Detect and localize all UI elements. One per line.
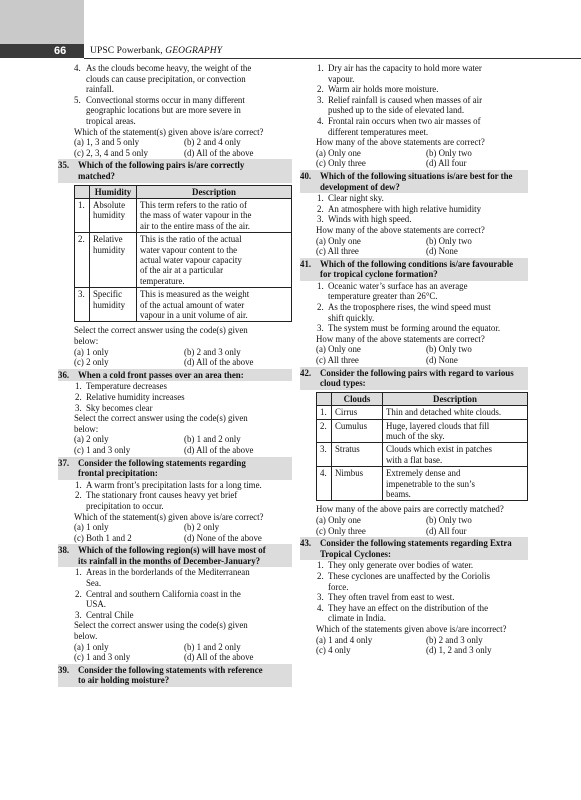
- cell-line: humidity: [93, 210, 126, 221]
- answer-option[interactable]: (d) None of the above: [184, 532, 262, 543]
- answer-option[interactable]: (c) 2, 3, 4 and 5 only: [74, 147, 148, 158]
- question-heading-35: [58, 159, 292, 182]
- question-title-line: to air holding moisture?: [78, 675, 170, 686]
- statement-line: Sea.: [86, 578, 102, 589]
- statement-line: The stationary front causes heavy yet brief: [86, 490, 238, 501]
- answer-option[interactable]: (d) All of the above: [184, 357, 254, 368]
- humidity-cell: [90, 198, 137, 232]
- statement-number: 2.: [317, 203, 324, 214]
- statement-text: The system must be forming around the equator.: [328, 323, 501, 334]
- question-stem: Which of the statement(s) given above is/are correct?: [74, 126, 264, 137]
- statement-line: different temperatures meet.: [328, 126, 429, 137]
- table-row: [75, 233, 292, 288]
- cloud-cell: Cumulus: [332, 419, 383, 443]
- answer-options: [316, 344, 528, 365]
- question-title-line: frontal precipitation:: [78, 468, 158, 479]
- question-title-line: its rainfall in the months of December-January?: [78, 555, 261, 566]
- question-number: 35.: [58, 160, 70, 171]
- statement-text: Temperature decreases: [86, 381, 167, 392]
- statement-line: Convectional storms occur in many different: [86, 94, 245, 105]
- right-column: [300, 63, 528, 656]
- statement-item: [316, 323, 528, 334]
- answer-option[interactable]: (b) 2 only: [184, 522, 220, 533]
- statement-number: 2.: [75, 391, 82, 402]
- answer-option[interactable]: (a) Only one: [316, 147, 361, 158]
- answer-option[interactable]: (d) None: [426, 355, 458, 366]
- statement-number: 1.: [75, 381, 82, 392]
- cell-line: with a flat base.: [386, 454, 443, 465]
- statement-text: They often travel from east to west.: [328, 592, 455, 603]
- answer-options: [316, 515, 528, 536]
- statement-number: 4.: [317, 602, 324, 613]
- answer-option[interactable]: (c) 4 only: [316, 645, 351, 656]
- statement-number: 2.: [75, 490, 82, 501]
- answer-options: [316, 148, 528, 169]
- row-number: 2.: [317, 419, 332, 443]
- answer-option[interactable]: (b) 1 and 2 only: [184, 641, 241, 652]
- cell-line: much of the sky.: [386, 431, 445, 442]
- running-head: [90, 45, 222, 58]
- statement-number: 3.: [317, 323, 324, 334]
- statement-line: tropical areas.: [86, 115, 136, 126]
- statement-number: 3.: [75, 402, 82, 413]
- cell-line: This term refers to the ratio of: [140, 199, 247, 210]
- cell-line: Absolute: [93, 199, 126, 210]
- cell-line: This is the ratio of the actual: [140, 234, 242, 245]
- question-heading-43: [300, 537, 528, 560]
- statement-item: [316, 193, 528, 204]
- humidity-cell: [90, 233, 137, 288]
- question-title-line: matched?: [78, 170, 115, 181]
- question-stem: How many of the above statements are correct?: [316, 137, 485, 148]
- cell-line: This is measured as the weight: [140, 289, 250, 300]
- question-number: 42.: [300, 367, 312, 378]
- statement-number: 2.: [317, 571, 324, 582]
- page-number: 66: [54, 45, 67, 57]
- question-stem: below.: [74, 631, 98, 642]
- statement-number: 3.: [317, 94, 324, 105]
- description-cell: [137, 233, 292, 288]
- question-stem: Select the correct answer using the code(s) given: [74, 325, 248, 336]
- answer-option[interactable]: (d) All of the above: [184, 444, 254, 455]
- question-stem: Which of the statement(s) given above is/are correct?: [74, 511, 264, 522]
- statement-line: USA.: [86, 599, 106, 610]
- statement-number: 1.: [75, 479, 82, 490]
- answer-option[interactable]: (c) Both 1 and 2: [74, 532, 132, 543]
- answer-option[interactable]: (a) 1 only: [74, 522, 109, 533]
- question-stem: How many of the above statements are correct?: [316, 333, 485, 344]
- answer-option[interactable]: (a) Only one: [316, 235, 361, 246]
- question-stem: How many of the above pairs are correctly matched?: [316, 504, 504, 515]
- cell-line: humidity: [93, 244, 126, 255]
- answer-option[interactable]: (b) 2 and 4 only: [184, 137, 241, 148]
- row-number: 1.: [317, 406, 332, 419]
- answer-option[interactable]: (b) Only two: [426, 235, 472, 246]
- cell-line: impenetrable to the sun’s: [386, 478, 475, 489]
- page-number-tab: [0, 44, 84, 58]
- answer-option[interactable]: (d) All four: [426, 525, 467, 536]
- row-number: 1.: [75, 198, 90, 232]
- statement-line: Frontal rain occurs when two air masses of: [328, 115, 481, 126]
- answer-options: [74, 642, 292, 663]
- question-title-line: development of dew?: [320, 181, 400, 192]
- cell-line: Extremely dense and: [386, 468, 461, 479]
- statement-line: Oceanic water’s surface has an average: [328, 280, 468, 291]
- cell-line: air to the entire mass of the air.: [140, 220, 250, 231]
- table-header-description: Description: [137, 185, 292, 198]
- statement-item: [74, 589, 292, 610]
- statement-item: [316, 63, 528, 84]
- table-row: [75, 198, 292, 232]
- statement-number: 3.: [317, 214, 324, 225]
- question-stem: How many of the above statements are correct?: [316, 224, 485, 235]
- cell-line: humidity: [93, 299, 126, 310]
- question-heading-40: [300, 170, 528, 193]
- statement-number: 5.: [74, 94, 81, 105]
- statement-text: Relative humidity increases: [86, 391, 185, 402]
- description-cell: [383, 467, 528, 501]
- description-cell: [383, 419, 528, 443]
- question-title-line: Which of the following conditions is/are favourable: [320, 258, 514, 269]
- statement-number: 4.: [317, 115, 324, 126]
- statement-item: [74, 381, 292, 392]
- statement-item: [316, 603, 528, 624]
- question-title-line: Tropical Cyclones:: [320, 548, 391, 559]
- table-header-description: Description: [383, 392, 528, 405]
- left-column: [58, 63, 292, 687]
- question-heading-36: [58, 369, 292, 382]
- answer-options: [74, 347, 292, 368]
- header-gray-block: [0, 0, 84, 44]
- statement-text: Central Chile: [86, 609, 134, 620]
- answer-options: [74, 434, 292, 455]
- statement-item: [316, 560, 528, 571]
- answer-option[interactable]: (c) 1 and 3 only: [74, 652, 131, 663]
- answer-option[interactable]: (a) 1, 3 and 5 only: [74, 137, 140, 148]
- answer-option[interactable]: (d) All of the above: [184, 147, 254, 158]
- answer-option[interactable]: (c) Only three: [316, 158, 366, 169]
- cell-line: actual water vapour capacity: [140, 254, 242, 265]
- statement-text: They only generate over bodies of water.: [328, 560, 474, 571]
- statement-item: [316, 84, 528, 95]
- cell-line: Clouds which exist in patches: [386, 444, 492, 455]
- statement-number: 1.: [317, 280, 324, 291]
- answer-option[interactable]: (a) Only one: [316, 515, 361, 526]
- statement-item: [74, 480, 292, 491]
- header-rule: [84, 58, 581, 59]
- description-cell: [137, 288, 292, 322]
- question-heading-38: [58, 544, 292, 567]
- statement-line: These cyclones are unaffected by the Coriolis: [328, 571, 490, 582]
- statement-number: 1.: [317, 560, 324, 571]
- cell-line: Huge, layered clouds that fill: [386, 420, 490, 431]
- table-header-clouds: Clouds: [332, 392, 383, 405]
- question-number: 40.: [300, 170, 312, 181]
- statement-item: [74, 392, 292, 403]
- answer-option[interactable]: (b) Only two: [426, 515, 472, 526]
- table-row: [317, 419, 528, 443]
- row-number: 3.: [317, 443, 332, 467]
- question-stem: Which of the statements given above is/are incorrect?: [316, 624, 507, 634]
- humidity-cell: [90, 288, 137, 322]
- question-stem: Select the correct answer using the code(s) given: [74, 620, 248, 631]
- answer-option[interactable]: (c) 1 and 3 only: [74, 444, 131, 455]
- question-number: 41.: [300, 258, 312, 269]
- statement-number: 2.: [75, 588, 82, 599]
- statement-number: 3.: [75, 609, 82, 620]
- statement-item: [316, 281, 528, 302]
- answer-option[interactable]: (a) 1 only: [74, 346, 109, 357]
- question-heading-42: [300, 367, 528, 390]
- description-cell: [137, 198, 292, 232]
- question-number: 39.: [58, 664, 70, 675]
- statement-item: [316, 571, 528, 592]
- statement-line: shift quickly.: [328, 312, 375, 323]
- statement-number: 1.: [317, 63, 324, 73]
- cell-line: Specific: [93, 289, 123, 300]
- statement-text: Warm air holds more moisture.: [328, 84, 439, 95]
- statement-line: As the clouds become heavy, the weight of the: [86, 63, 252, 73]
- statement-item: [316, 214, 528, 225]
- question-number: 37.: [58, 457, 70, 468]
- humidity-table: [74, 185, 292, 323]
- statement-line: climate in India.: [328, 613, 386, 624]
- statement-text: Clear night sky.: [328, 193, 384, 204]
- clouds-table: [316, 392, 528, 502]
- description-cell: [383, 406, 528, 419]
- statement-line: geographic locations but are more severe in: [86, 105, 241, 116]
- statement-item: [316, 116, 528, 137]
- answer-options: [74, 522, 292, 543]
- table-row: [317, 467, 528, 501]
- table-header-humidity: Humidity: [90, 185, 137, 198]
- question-title-line: Consider the following statements with reference: [78, 664, 263, 675]
- cell-line: water vapour content to the: [140, 244, 238, 255]
- statement-number: 1.: [317, 193, 324, 204]
- question-title-line: Consider the following statements regarding: [78, 457, 246, 468]
- question-title-line: Which of the following region(s) will have most of: [78, 545, 266, 556]
- answer-option[interactable]: (c) All three: [316, 355, 359, 366]
- statement-line: As the troposphere rises, the wind speed must: [328, 302, 491, 313]
- statement-text: Sky becomes clear: [86, 402, 153, 413]
- question-title-line: cloud types:: [320, 378, 366, 389]
- answer-option[interactable]: (d) All of the above: [184, 652, 254, 663]
- answer-option[interactable]: (c) 2 only: [74, 357, 109, 368]
- question-title-line: Consider the following statements regarding Extra: [320, 538, 512, 549]
- answer-option[interactable]: (d) All four: [426, 158, 467, 169]
- statement-item: [74, 610, 292, 621]
- answer-option[interactable]: (a) 1 only: [74, 641, 109, 652]
- statement-item: [74, 63, 292, 95]
- statement-number: 4.: [74, 63, 81, 73]
- statement-line: force.: [328, 581, 349, 592]
- table-row: [75, 288, 292, 322]
- statement-line: pushed up to the side of elevated land.: [328, 105, 465, 116]
- statement-item: [74, 567, 292, 588]
- answer-option[interactable]: (c) Only three: [316, 525, 366, 536]
- statement-line: precipitation to occur.: [86, 500, 164, 511]
- answer-option[interactable]: (b) Only two: [426, 344, 472, 355]
- description-cell: [383, 443, 528, 467]
- table-row: [317, 406, 528, 419]
- answer-option[interactable]: (b) 2 and 3 only: [184, 346, 241, 357]
- cell-line: beams.: [386, 489, 411, 500]
- cell-line: vapour in a unit volume of air.: [140, 310, 248, 320]
- cloud-cell: Stratus: [332, 443, 383, 467]
- cell-line: of the actual amount of water: [140, 299, 245, 310]
- question-stem: Select the correct answer using the code(s) given: [74, 413, 248, 424]
- question-title-line: Which of the following pairs is/are correctly: [78, 160, 245, 171]
- question-number: 36.: [58, 369, 70, 380]
- cell-line: Relative: [93, 234, 123, 245]
- statement-line: Central and southern California coast in the: [86, 588, 241, 599]
- statement-line: Dry air has the capacity to hold more water: [328, 63, 482, 73]
- statement-line: rainfall.: [86, 84, 114, 95]
- question-heading-39: [58, 664, 292, 687]
- question-number: 43.: [300, 538, 312, 549]
- statement-line: vapour.: [328, 73, 355, 84]
- answer-option[interactable]: (c) All three: [316, 246, 359, 257]
- statement-number: 2.: [317, 84, 324, 95]
- question-stem: below:: [74, 336, 99, 346]
- table-header-blank: [75, 185, 90, 198]
- cell-line: Thin and detached white clouds.: [386, 407, 502, 418]
- answer-options: [316, 236, 528, 257]
- answer-option[interactable]: (a) 1 and 4 only: [316, 634, 373, 645]
- statement-number: 3.: [317, 592, 324, 603]
- question-number: 38.: [58, 545, 70, 556]
- row-number: 3.: [75, 288, 90, 322]
- statement-line: Areas in the borderlands of the Mediterranean: [86, 567, 250, 578]
- statement-number: 2.: [317, 302, 324, 313]
- book-title: UPSC Powerbank,: [90, 46, 163, 56]
- statement-text: An atmosphere with high relative humidity: [328, 203, 482, 214]
- question-title-line: Which of the following situations is/are best for the: [320, 170, 513, 181]
- statement-number: 1.: [75, 567, 82, 578]
- statement-line: clouds can cause precipitation, or convection: [86, 73, 246, 84]
- cell-line: temperature.: [140, 275, 185, 286]
- question-heading-37: [58, 457, 292, 480]
- answer-option[interactable]: (b) 2 and 3 only: [426, 634, 483, 645]
- table-row: [317, 443, 528, 467]
- statement-text: A warm front’s precipitation lasts for a long time.: [86, 479, 262, 490]
- answer-options: [74, 137, 292, 158]
- cell-line: the mass of water vapour in the: [140, 210, 252, 221]
- cell-line: of the air at a particular: [140, 265, 224, 276]
- statement-line: They have an effect on the distribution of the: [328, 602, 489, 613]
- row-number: 2.: [75, 233, 90, 288]
- question-title-line: When a cold front passes over an area then:: [78, 369, 244, 380]
- cloud-cell: Cirrus: [332, 406, 383, 419]
- statement-item: [316, 592, 528, 603]
- question-heading-41: [300, 258, 528, 281]
- book-subject: GEOGRAPHY: [165, 46, 223, 56]
- statement-item: [74, 403, 292, 414]
- statement-item: [316, 302, 528, 323]
- question-title-line: Consider the following pairs with regard to various: [320, 367, 514, 378]
- cloud-cell: Nimbus: [332, 467, 383, 501]
- answer-option[interactable]: (a) Only one: [316, 344, 361, 355]
- answer-option[interactable]: (d) 1, 2 and 3 only: [426, 645, 492, 656]
- statement-line: Relief rainfall is caused when masses of air: [328, 94, 483, 105]
- row-number: 4.: [317, 467, 332, 501]
- answer-options: [316, 635, 528, 656]
- question-title-line: for tropical cyclone formation?: [320, 269, 438, 280]
- question-stem: below:: [74, 423, 99, 434]
- page-header: [0, 0, 581, 58]
- statement-line: temperature greater than 26°C.: [328, 291, 438, 302]
- statement-item: [316, 95, 528, 116]
- statement-item: [74, 490, 292, 511]
- answer-option[interactable]: (b) Only two: [426, 147, 472, 158]
- answer-option[interactable]: (b) 1 and 2 only: [184, 434, 241, 445]
- table-header-blank: [317, 392, 332, 405]
- answer-option[interactable]: (d) None: [426, 246, 458, 257]
- statement-text: Winds with high speed.: [328, 214, 412, 225]
- statement-item: [316, 204, 528, 215]
- answer-option[interactable]: (a) 2 only: [74, 434, 109, 445]
- statement-item: [74, 95, 292, 127]
